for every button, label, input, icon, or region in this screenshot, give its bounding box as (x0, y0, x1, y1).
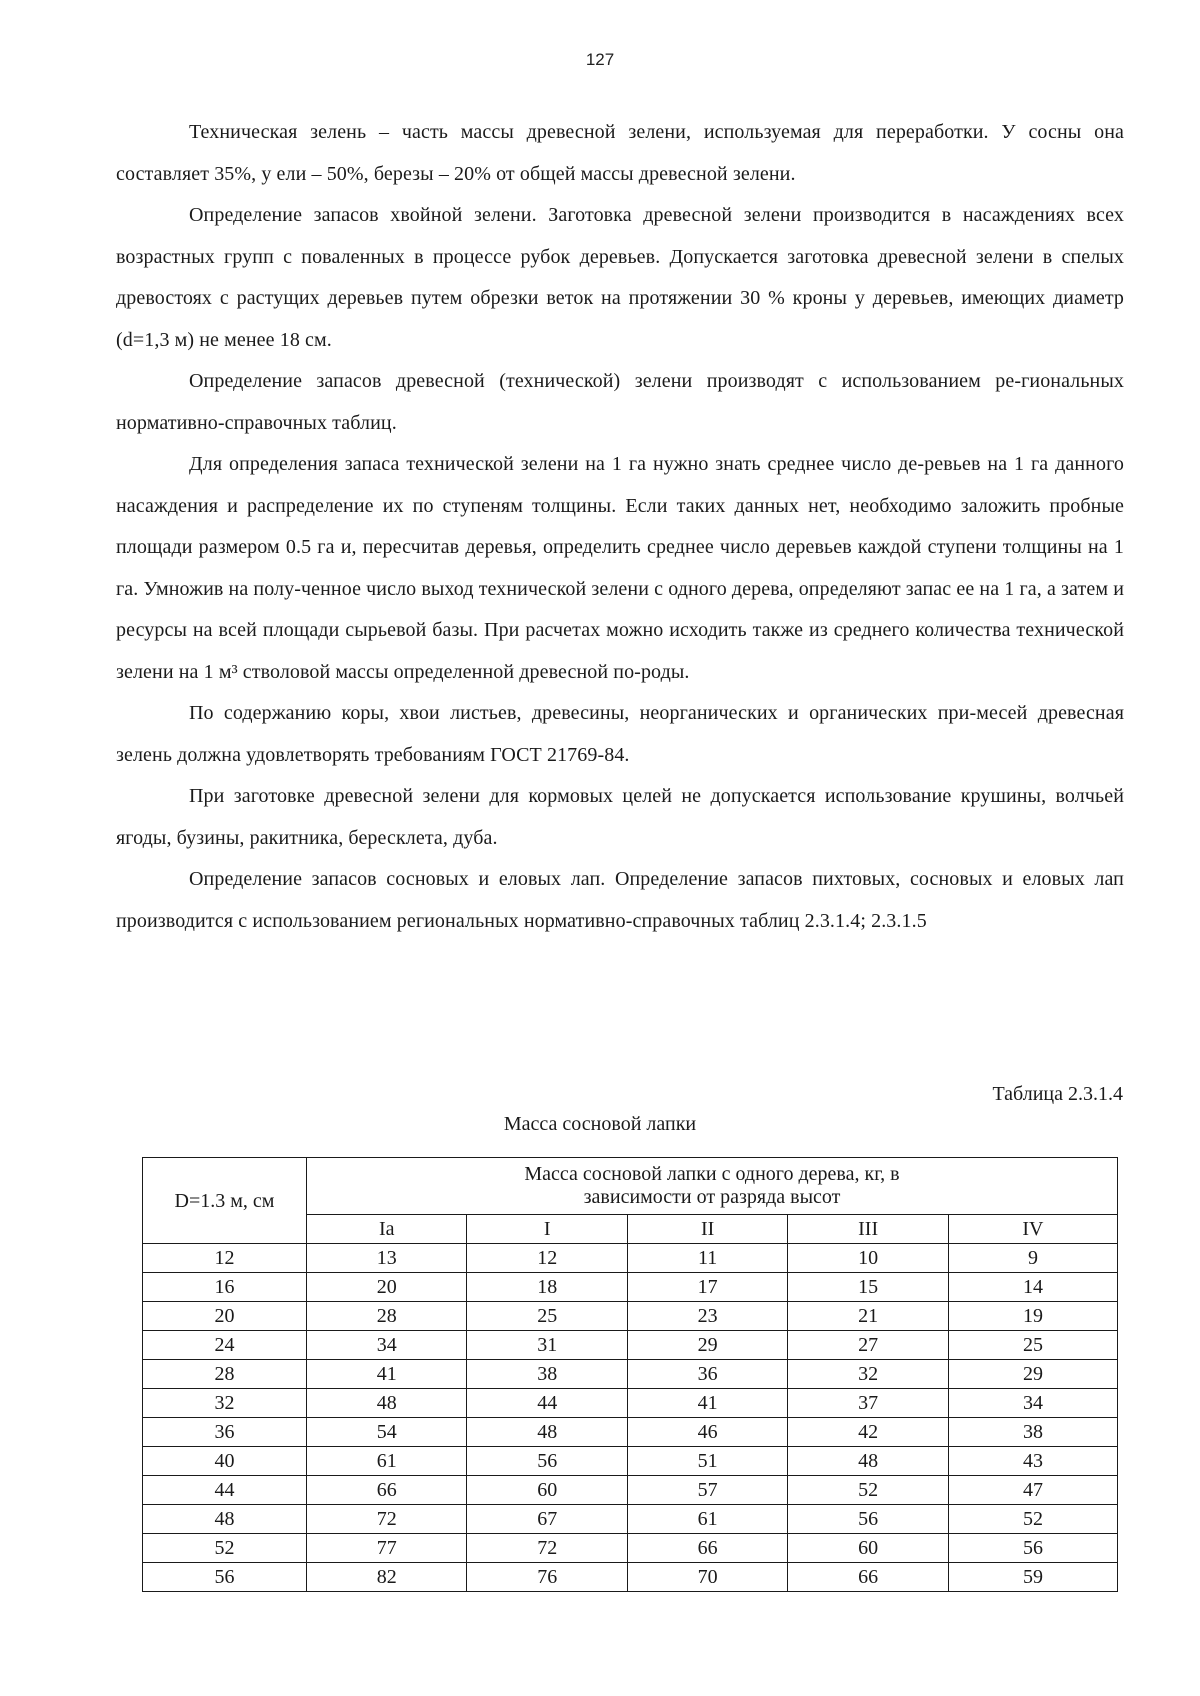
paragraph: При заготовке древесной зелени для кормовых целей не допускается использование крушины, волчьей ягоды, бузины, ракитника, бересклета, дуба. (116, 785, 1124, 849)
paragraph: Для определения запаса технической зелени на 1 га нужно знать среднее число де-ревьев на 1 га данного насаждения и распределение их по ступеням толщины. Если таких данных нет, необходимо заложить пробные площади размером 0.5 га и, пересчитав деревья, определить среднее число деревьев каждой ступени толщины на 1 га. Умножив на полу-ченное число выход технической зелени с одного дерева, определяют запас ее на 1 га, а затем и ресурсы на всей площади сырьевой базы. При расчетах можно исходить также из среднего количества технической зелени на 1 м³ стволовой массы определенной древесной по-роды. (116, 453, 1124, 683)
table-cell: 54 (307, 1418, 467, 1447)
table-cell: 10 (788, 1244, 948, 1273)
table-body (143, 1244, 1118, 1592)
column-header-class: Ia (307, 1215, 467, 1244)
table-cell: 61 (627, 1505, 787, 1534)
pine-branch-mass-table (142, 1157, 1118, 1592)
table-row (143, 1534, 1118, 1563)
column-header-class: IV (948, 1215, 1117, 1244)
table-cell: 14 (948, 1273, 1117, 1302)
paragraph: Техническая зелень – часть массы древесной зелени, используемая для переработки. У сосны она составляет 35%, у ели – 50%, березы – 20% от общей массы древесной зелени. (116, 121, 1124, 185)
table-cell: 82 (307, 1563, 467, 1592)
table-cell: 17 (627, 1273, 787, 1302)
table-cell: 19 (948, 1302, 1117, 1331)
table-cell: 38 (948, 1418, 1117, 1447)
table-cell: 12 (467, 1244, 627, 1273)
paragraph: Определение запасов сосновых и еловых лап. Определение запасов пихтовых, сосновых и еловых лап производится с использованием региональных нормативно-справочных таблиц 2.3.1.4; 2.3.1.5 (116, 868, 1124, 932)
table-cell: 57 (627, 1476, 787, 1505)
table-cell: 66 (307, 1476, 467, 1505)
table-cell: 70 (627, 1563, 787, 1592)
table-cell: 43 (948, 1447, 1117, 1476)
table-cell: 42 (788, 1418, 948, 1447)
table-row (143, 1505, 1118, 1534)
paragraph: По содержанию коры, хвои листьев, древесины, неорганических и органических при-месей древесная зелень должна удовлетворять требованиям ГОСТ 21769-84. (116, 702, 1124, 766)
table-cell: 77 (307, 1534, 467, 1563)
table-cell-diameter: 52 (143, 1534, 307, 1563)
table-cell: 28 (307, 1302, 467, 1331)
table-cell: 46 (627, 1418, 787, 1447)
table-cell: 56 (948, 1534, 1117, 1563)
table-cell: 44 (467, 1389, 627, 1418)
table-cell: 29 (627, 1331, 787, 1360)
table-cell-diameter: 48 (143, 1505, 307, 1534)
table-title: Масса сосновой лапки (503, 1113, 697, 1135)
table-row (143, 1302, 1118, 1331)
table-cell-diameter: 24 (143, 1331, 307, 1360)
table-cell: 34 (307, 1331, 467, 1360)
table-cell: 72 (467, 1534, 627, 1563)
table-cell-diameter: 36 (143, 1418, 307, 1447)
table-label: Таблица 2.3.1.4 (992, 1083, 1123, 1105)
table-cell: 20 (307, 1273, 467, 1302)
column-header-class: I (467, 1215, 627, 1244)
table-cell: 11 (627, 1244, 787, 1273)
paragraph: Определение запасов хвойной зелени. Заготовка древесной зелени производится в насаждениях всех возрастных групп с поваленных в процессе рубок деревьев. Допускается заготовка древесной зелени в спелых древостоях с растущих деревьев путем обрезки веток на протяжении 30 % кроны у деревьев, имеющих диаметр (d=1,3 м) не менее 18 см. (116, 204, 1124, 351)
table-cell: 56 (467, 1447, 627, 1476)
table-cell: 60 (467, 1476, 627, 1505)
table-cell: 9 (948, 1244, 1117, 1273)
table-cell: 38 (467, 1360, 627, 1389)
table-cell: 47 (948, 1476, 1117, 1505)
table-cell: 66 (788, 1563, 948, 1592)
table-cell-diameter: 16 (143, 1273, 307, 1302)
table-row (143, 1447, 1118, 1476)
table-cell: 21 (788, 1302, 948, 1331)
page-number: 127 (585, 50, 615, 69)
table-cell: 34 (948, 1389, 1117, 1418)
table-cell-diameter: 20 (143, 1302, 307, 1331)
column-header-mass (307, 1158, 1118, 1215)
table-cell: 48 (307, 1389, 467, 1418)
table-cell: 23 (627, 1302, 787, 1331)
table-cell: 41 (627, 1389, 787, 1418)
table-cell: 37 (788, 1389, 948, 1418)
table-cell: 15 (788, 1273, 948, 1302)
table-cell: 48 (788, 1447, 948, 1476)
table-cell: 29 (948, 1360, 1117, 1389)
column-header-class: III (788, 1215, 948, 1244)
table-row (143, 1273, 1118, 1302)
table-cell: 72 (307, 1505, 467, 1534)
column-header-mass-text: Масса сосновой лапки с одного дерева, кг, в зависимости от разряда высот (524, 1163, 900, 1208)
table-cell: 56 (788, 1505, 948, 1534)
table-cell: 41 (307, 1360, 467, 1389)
table-cell-diameter: 40 (143, 1447, 307, 1476)
table-cell: 13 (307, 1244, 467, 1273)
table-cell: 48 (467, 1418, 627, 1447)
table-cell: 18 (467, 1273, 627, 1302)
table-cell-diameter: 28 (143, 1360, 307, 1389)
table-row (143, 1418, 1118, 1447)
table-row (143, 1360, 1118, 1389)
table-cell: 25 (467, 1302, 627, 1331)
table-cell: 51 (627, 1447, 787, 1476)
table-cell: 61 (307, 1447, 467, 1476)
table-cell-diameter: 32 (143, 1389, 307, 1418)
body-text (116, 112, 1124, 942)
table-row (143, 1244, 1118, 1273)
table-cell: 66 (627, 1534, 787, 1563)
table-cell-diameter: 44 (143, 1476, 307, 1505)
table-cell: 52 (948, 1505, 1117, 1534)
table-row (143, 1389, 1118, 1418)
table-cell-diameter: 56 (143, 1563, 307, 1592)
table-row (143, 1476, 1118, 1505)
table-cell: 36 (627, 1360, 787, 1389)
column-header-class: II (627, 1215, 787, 1244)
table-cell: 67 (467, 1505, 627, 1534)
table-cell: 52 (788, 1476, 948, 1505)
table-row (143, 1331, 1118, 1360)
table-cell: 25 (948, 1331, 1117, 1360)
paragraph: Определение запасов древесной (технической) зелени производят с использованием ре-гиональных нормативно-справочных таблиц. (116, 370, 1124, 434)
table-cell: 27 (788, 1331, 948, 1360)
table-cell: 32 (788, 1360, 948, 1389)
table-row (143, 1563, 1118, 1592)
table-cell: 59 (948, 1563, 1117, 1592)
table-cell: 31 (467, 1331, 627, 1360)
column-header-diameter: D=1.3 м, см (143, 1158, 307, 1244)
table-cell-diameter: 12 (143, 1244, 307, 1273)
table-cell: 76 (467, 1563, 627, 1592)
table-cell: 60 (788, 1534, 948, 1563)
